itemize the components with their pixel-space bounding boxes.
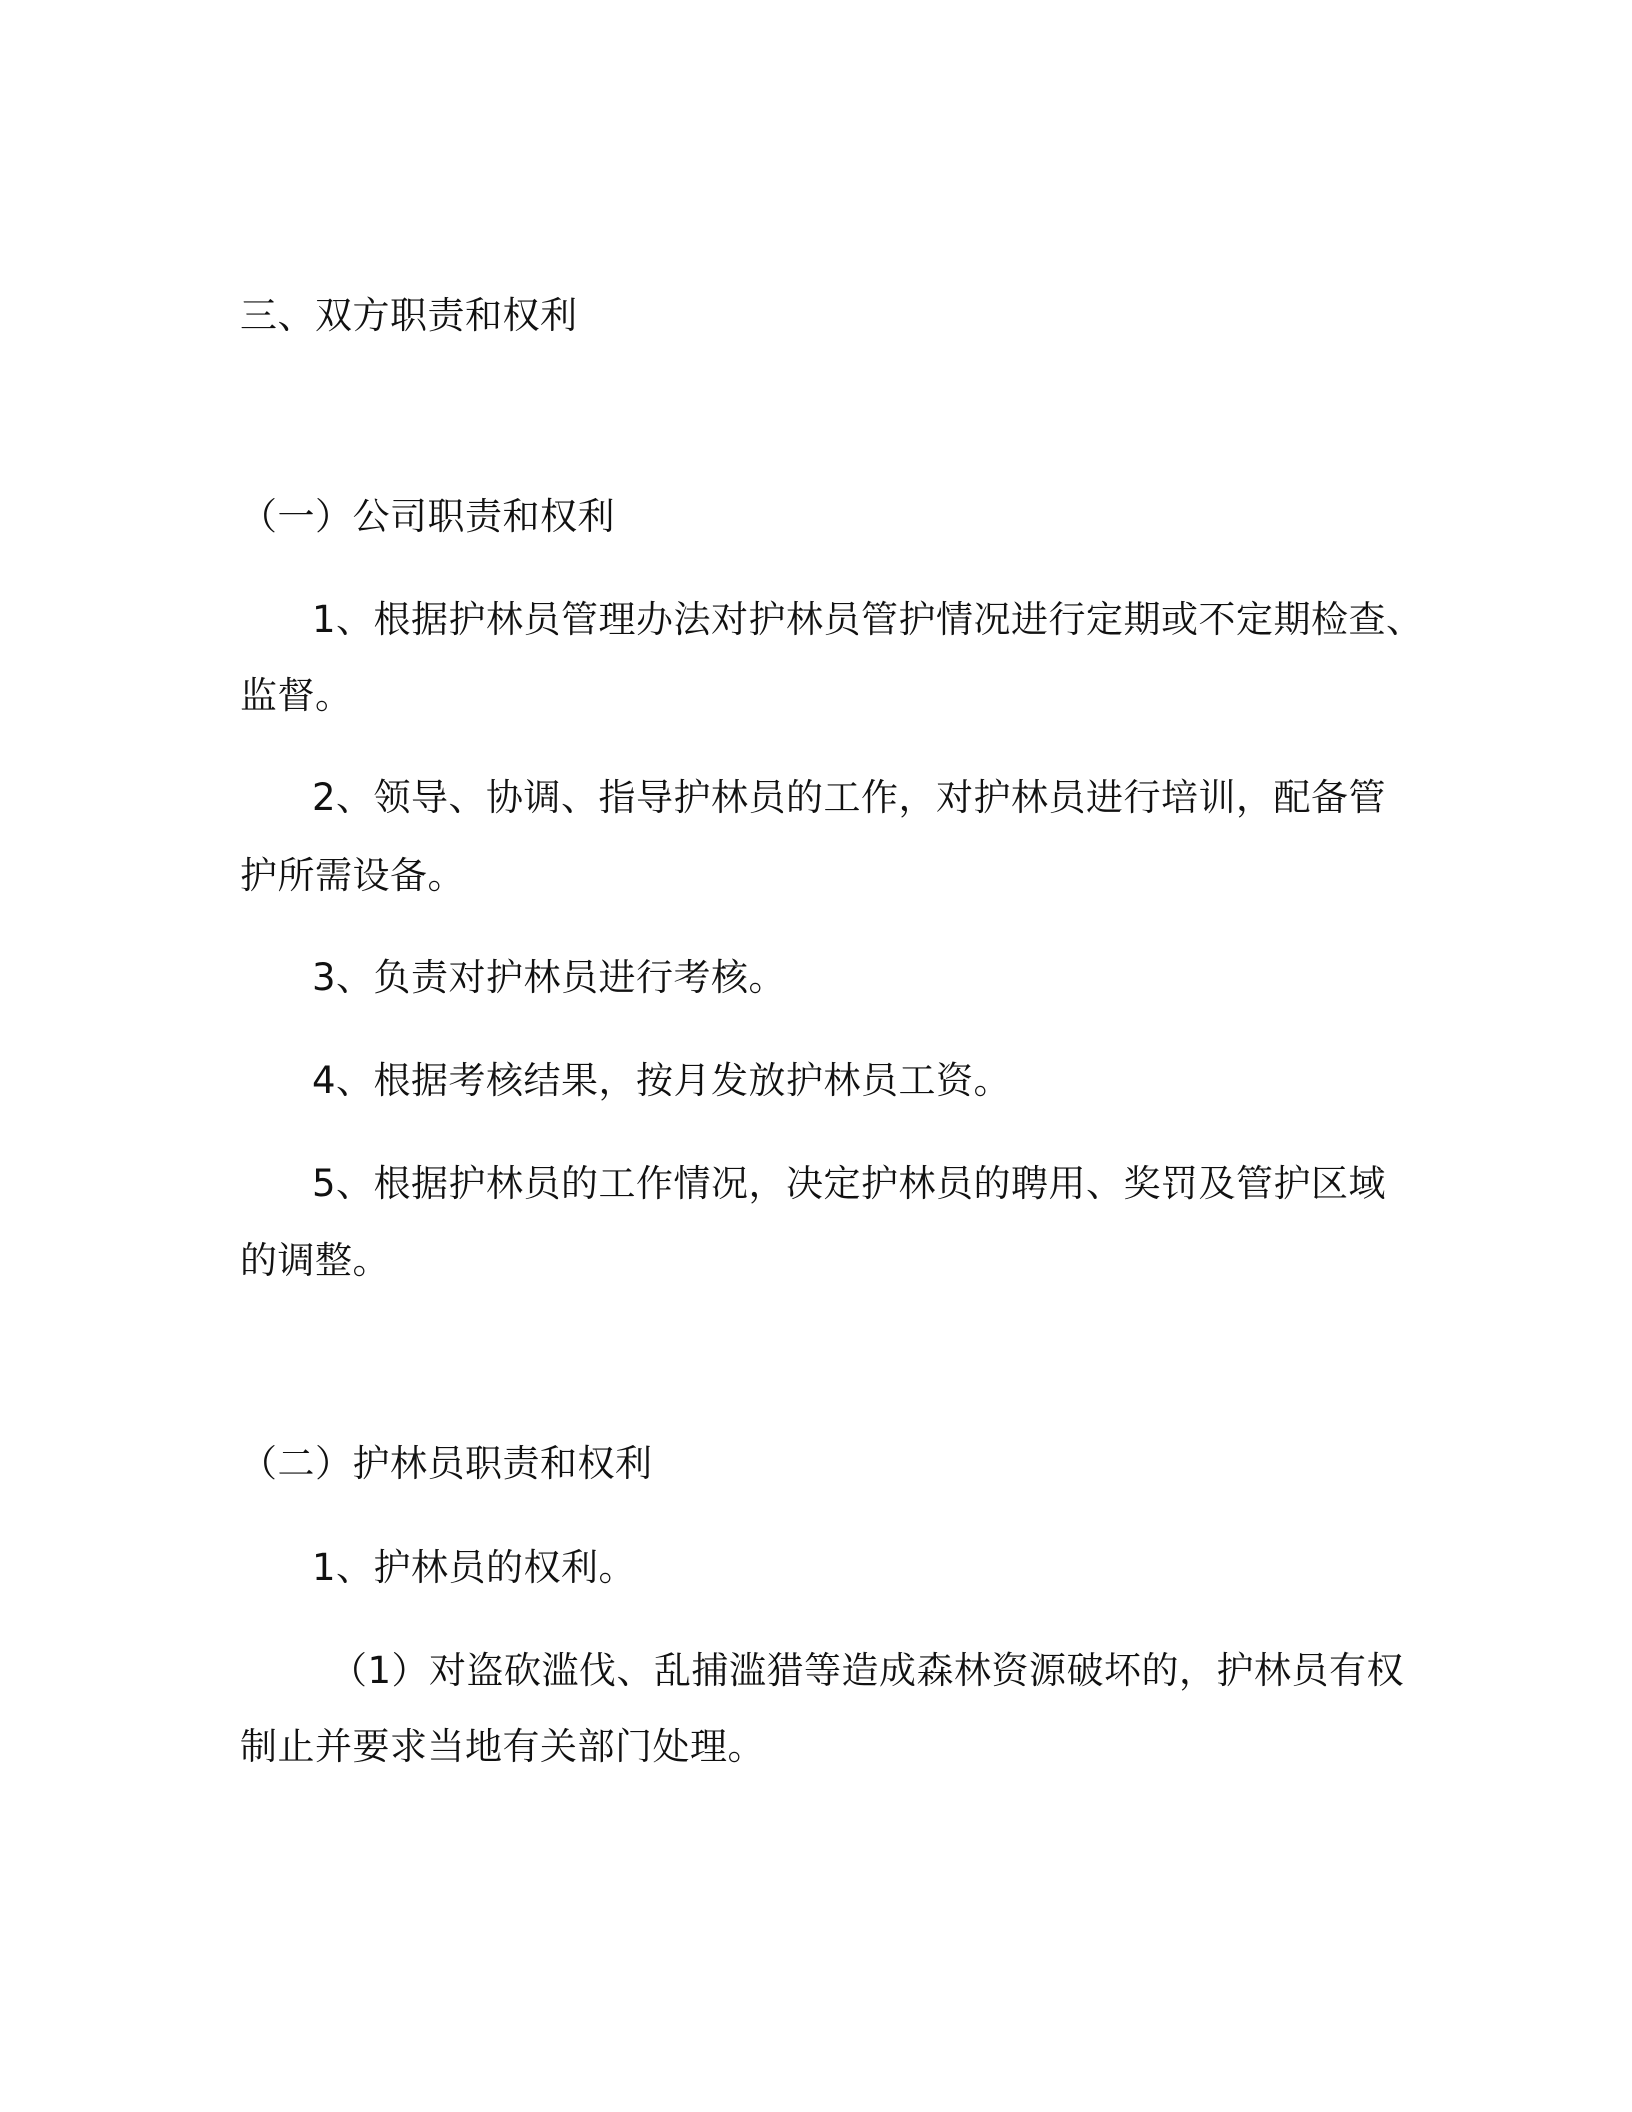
part1-heading: （一）公司职责和权利 — [240, 495, 615, 538]
part2-sub1-item1-line1: （1）对盗砍滥伐、乱捕滥猎等造成森林资源破坏的，护林员有权 — [330, 1649, 1405, 1692]
part2-heading: （二）护林员职责和权利 — [240, 1442, 653, 1485]
part1-item5-line2: 的调整。 — [240, 1239, 390, 1282]
part2-sub1: 1、护林员的权利。 — [312, 1546, 637, 1589]
section-title: 三、双方职责和权利 — [240, 294, 578, 337]
part1-item2-line1: 2、领导、协调、指导护林员的工作，对护林员进行培训，配备管 — [312, 776, 1387, 819]
part1-item2-line2: 护所需设备。 — [240, 854, 465, 897]
part1-item5-line1: 5、根据护林员的工作情况，决定护林员的聘用、奖罚及管护区域 — [312, 1162, 1387, 1205]
part1-item1-line2: 监督。 — [240, 674, 353, 717]
part1-item4: 4、根据考核结果，按月发放护林员工资。 — [312, 1059, 1012, 1102]
part1-item3: 3、负责对护林员进行考核。 — [312, 956, 787, 999]
part2-sub1-item1-line2: 制止并要求当地有关部门处理。 — [240, 1725, 765, 1768]
part1-item1-line1: 1、根据护林员管理办法对护林员管护情况进行定期或不定期检查、 — [312, 598, 1424, 641]
